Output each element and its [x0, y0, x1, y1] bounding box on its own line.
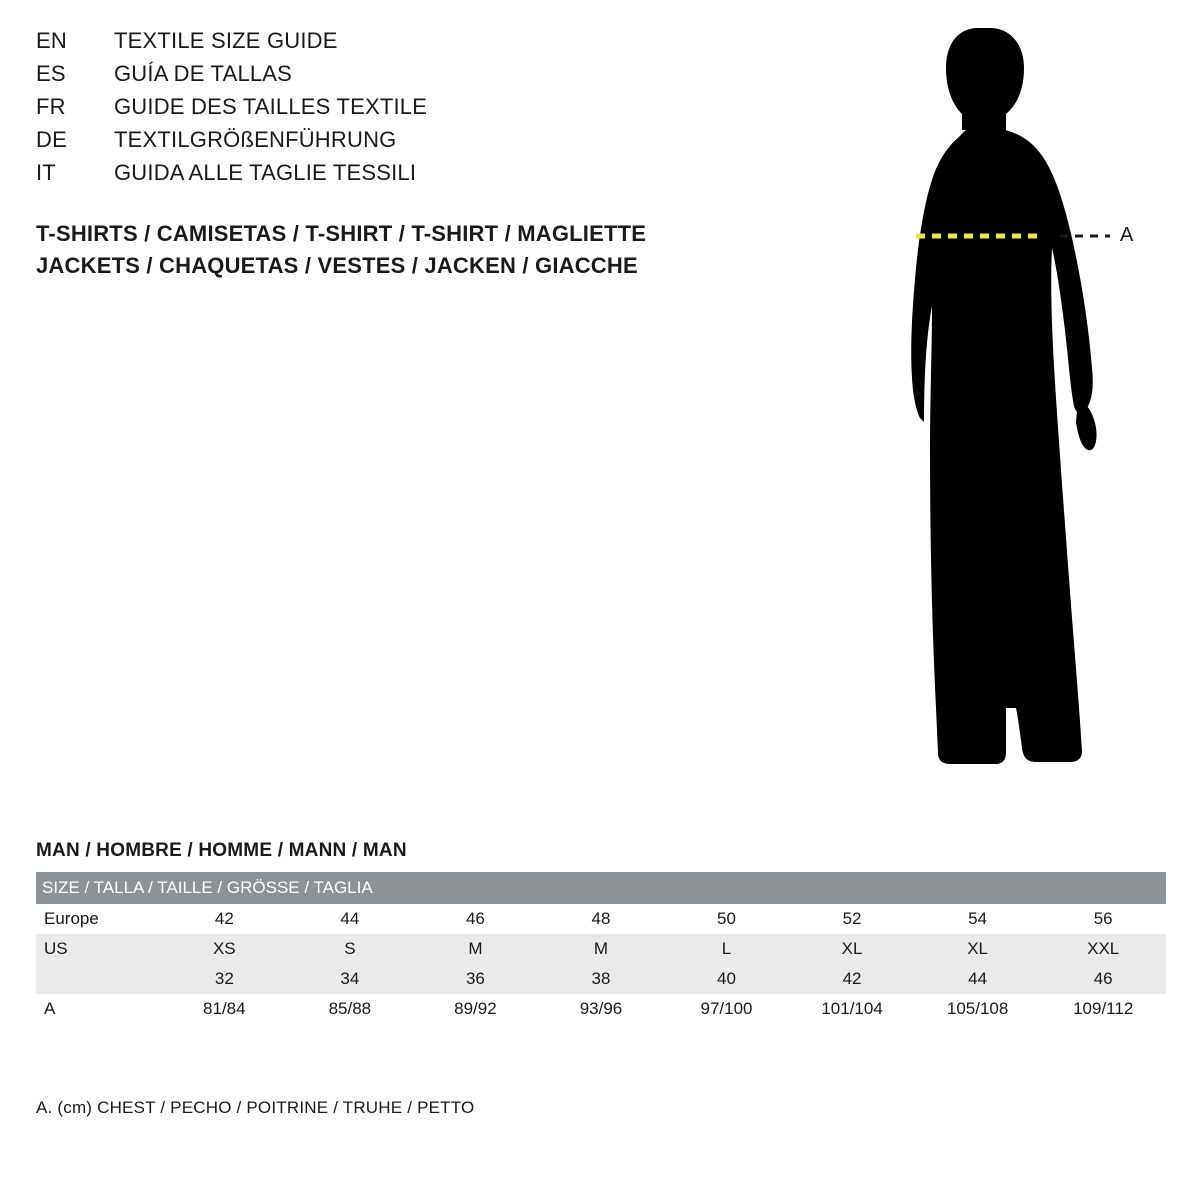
cell: 42 [162, 904, 288, 934]
table-row [36, 934, 1166, 964]
table-row [36, 994, 1166, 1024]
cell: M [538, 934, 664, 964]
table-row [36, 904, 1166, 934]
cell: 105/108 [915, 994, 1041, 1024]
cell: 101/104 [789, 994, 915, 1024]
cell: S [287, 934, 413, 964]
cell: 52 [789, 904, 915, 934]
language-code: ES [36, 61, 66, 86]
cell: 34 [287, 964, 413, 994]
cell: L [664, 934, 790, 964]
language-header-block [36, 28, 756, 193]
cell: 44 [915, 964, 1041, 994]
man-silhouette-figure [820, 18, 1180, 788]
row-label: US [36, 934, 162, 964]
language-text: GUÍA DE TALLAS [114, 61, 293, 86]
cell: 81/84 [162, 994, 288, 1024]
category-block [36, 218, 796, 282]
cell: 85/88 [287, 994, 413, 1024]
row-label: A [36, 994, 162, 1024]
cell: 54 [915, 904, 1041, 934]
measure-label-a: A [1120, 224, 1134, 246]
cell: 40 [664, 964, 790, 994]
cell: 44 [287, 904, 413, 934]
cell: 56 [1040, 904, 1166, 934]
language-code: EN [36, 28, 67, 53]
cell: 46 [1040, 964, 1166, 994]
cell: 109/112 [1040, 994, 1166, 1024]
cell: 32 [162, 964, 288, 994]
row-label: Europe [36, 904, 162, 934]
table-header-label: SIZE / TALLA / TAILLE / GRÖSSE / TAGLIA [36, 872, 1166, 904]
table-row [36, 964, 1166, 994]
cell: 48 [538, 904, 664, 934]
size-table-section [36, 840, 1166, 1024]
language-code: FR [36, 94, 66, 119]
language-code: DE [36, 127, 67, 152]
cell: 38 [538, 964, 664, 994]
cell: 36 [413, 964, 539, 994]
category-line-tshirts: T-SHIRTS / CAMISETAS / T-SHIRT / T-SHIRT / MAGLIETTE [36, 221, 647, 246]
cell: XS [162, 934, 288, 964]
size-table [36, 872, 1166, 1024]
cell: 50 [664, 904, 790, 934]
language-text: TEXTILE SIZE GUIDE [114, 28, 338, 53]
language-code: IT [36, 160, 56, 185]
cell: 46 [413, 904, 539, 934]
language-row [36, 61, 756, 94]
category-line-jackets: JACKETS / CHAQUETAS / VESTES / JACKEN / GIACCHE [36, 253, 638, 278]
cell: M [413, 934, 539, 964]
language-row [36, 28, 756, 61]
language-row [36, 127, 756, 160]
silhouette-shape [911, 28, 1096, 764]
language-text: TEXTILGRÖßENFÜHRUNG [114, 127, 397, 152]
table-group-title: MAN / HOMBRE / HOMME / MANN / MAN [36, 840, 407, 861]
cell: XL [915, 934, 1041, 964]
row-label [36, 964, 162, 994]
language-row [36, 160, 756, 193]
cell: XXL [1040, 934, 1166, 964]
cell: 97/100 [664, 994, 790, 1024]
table-header-row [36, 872, 1166, 904]
cell: XL [789, 934, 915, 964]
language-row [36, 94, 756, 127]
table-footnote: A. (cm) CHEST / PECHO / POITRINE / TRUHE / PETTO [36, 1098, 475, 1117]
language-text: GUIDE DES TAILLES TEXTILE [114, 94, 428, 119]
cell: 42 [789, 964, 915, 994]
language-text: GUIDA ALLE TAGLIE TESSILI [114, 160, 417, 185]
cell: 89/92 [413, 994, 539, 1024]
cell: 93/96 [538, 994, 664, 1024]
